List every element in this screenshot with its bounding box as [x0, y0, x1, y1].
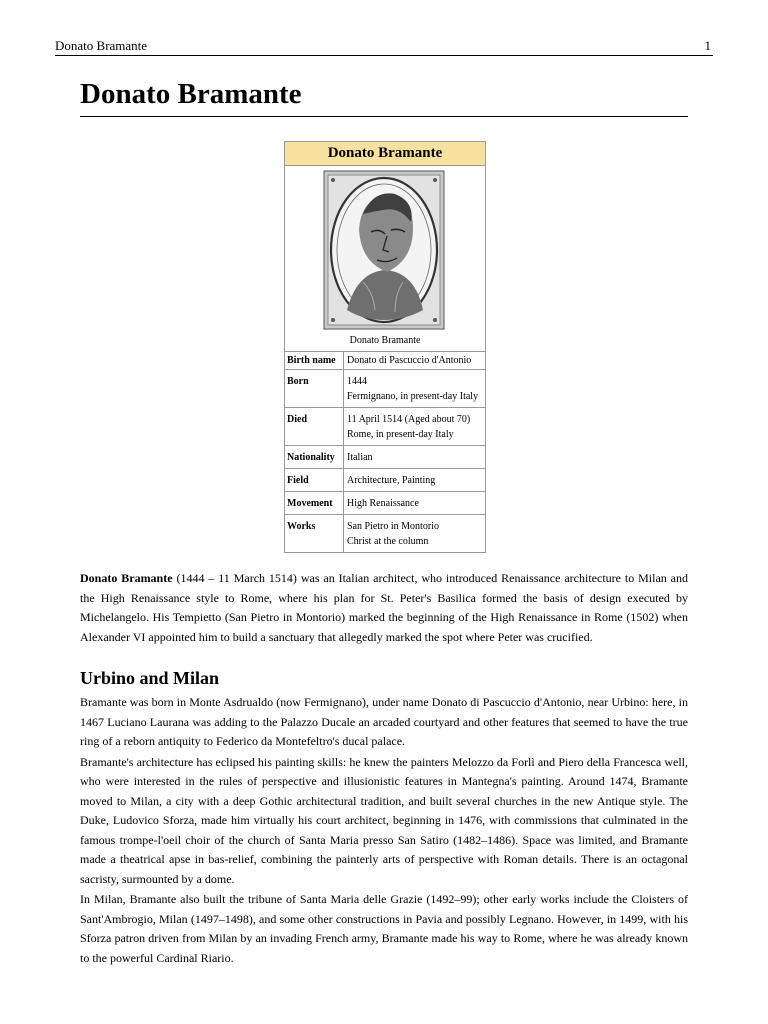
page-number: 1	[704, 38, 711, 53]
article-body	[80, 569, 688, 969]
infobox-value	[344, 446, 485, 468]
infobox-value-line[interactable]: Architecture, Painting	[347, 475, 436, 486]
infobox-heading: Donato Bramante	[285, 142, 485, 166]
infobox-caption: Donato Bramante	[285, 331, 485, 352]
infobox-value-line[interactable]: Fermignano, in present-day Italy	[347, 391, 479, 402]
infobox-row-nationality	[285, 446, 485, 469]
infobox-value	[344, 408, 485, 445]
infobox-image	[285, 166, 485, 331]
infobox-label: Movement	[285, 492, 344, 514]
infobox-row-died	[285, 408, 485, 446]
infobox-label: Died	[285, 408, 344, 445]
engraved-portrait-icon[interactable]	[323, 170, 445, 330]
intro-paragraph	[80, 569, 688, 647]
infobox-label: Works	[285, 515, 344, 552]
infobox-value-line: 1444	[347, 376, 367, 387]
infobox-row-works	[285, 515, 485, 552]
infobox-row-birth-name	[285, 352, 485, 370]
page-title: Donato Bramante	[80, 77, 688, 117]
infobox-value-line[interactable]: Italian	[347, 452, 373, 463]
infobox-value	[344, 352, 485, 369]
paragraph: Bramante was born in Monte Asdrualdo (now Fermignano), under name Donato di Pascuccio d'Antonio, near Urbino: here, in 1467 Luciano Laurana was adding to the Palazzo Ducale an arcaded courtyard and other features that seemed to have the true ring of a reborn antiquity to Federico da Montefeltro's ducal palace.	[80, 695, 688, 748]
infobox-value	[344, 515, 485, 552]
running-title: Donato Bramante	[55, 38, 148, 53]
infobox-row-movement	[285, 492, 485, 515]
infobox-value	[344, 469, 485, 491]
infobox-label: Born	[285, 370, 344, 407]
infobox-value-line[interactable]: San Pietro in Montorio	[347, 521, 439, 532]
infobox-value-line[interactable]: High Renaissance	[347, 498, 419, 509]
intro-text: (1444 – 11 March 1514) was an Italian architect, who introduced Renaissance architecture to Milan and the High Renaissance style to Rome, where his plan for St. Peter's Basilica formed the basis of design executed by Michelangelo. His Tempietto (San Pietro in Montorio) marked the beginning of the High Renaissance in Rome (1502) when Alexander VI appointed him to build a sanctuary that allegedly marked the spot where Peter was crucified.	[80, 571, 688, 644]
paragraph: In Milan, Bramante also built the tribune of Santa Maria delle Grazie (1492–99); other early works include the Cloisters of Sant'Ambrogio, Milan (1497–1498), and some other constructions in Pavia and possibly Legnano. However, in 1499, with his Sforza patron driven from Milan by an invading French army, Bramante made his way to Rome, where he was already known to the powerful Cardinal Riario.	[80, 892, 688, 965]
infobox-label: Field	[285, 469, 344, 491]
infobox-value	[344, 370, 485, 407]
running-header	[55, 38, 713, 56]
intro-bold-name: Donato Bramante	[80, 571, 173, 585]
infobox-value-line[interactable]: Rome, in present-day Italy	[347, 429, 454, 440]
infobox-label: Nationality	[285, 446, 344, 468]
infobox-row-born	[285, 370, 485, 408]
infobox-value	[344, 492, 485, 514]
infobox	[284, 141, 486, 553]
infobox-value-line[interactable]: Christ at the column	[347, 536, 429, 547]
infobox-label: Birth name	[285, 352, 344, 369]
paragraph: Bramante's architecture has eclipsed his painting skills: he knew the painters Melozzo da Forlì and Piero della Francesca well, who were interested in the rules of perspective and illusionistic features in Mantegna's painting. Around 1474, Bramante moved to Milan, a city with a deep Gothic architectural tradition, and built several churches in the new Antique style. The Duke, Ludovico Sforza, made him virtually his court architect, beginning in 1476, with commissions that culminated in the famous trompe-l'oeil choir of the church of Santa Maria presso San Satiro (1482–1486). Space was limited, and Bramante made a theatrical apse in bas-relief, combining the painterly arts of perspective with Roman details. There is an octagonal sacristy, surmounted by a dome.	[80, 754, 688, 886]
infobox-value-line: Donato di Pascuccio d'Antonio	[347, 355, 472, 366]
infobox-value-line: 11 April 1514 (Aged about 70)	[347, 414, 471, 425]
infobox-row-field	[285, 469, 485, 492]
section-heading-urbino-and-milan: Urbino and Milan	[80, 668, 220, 688]
